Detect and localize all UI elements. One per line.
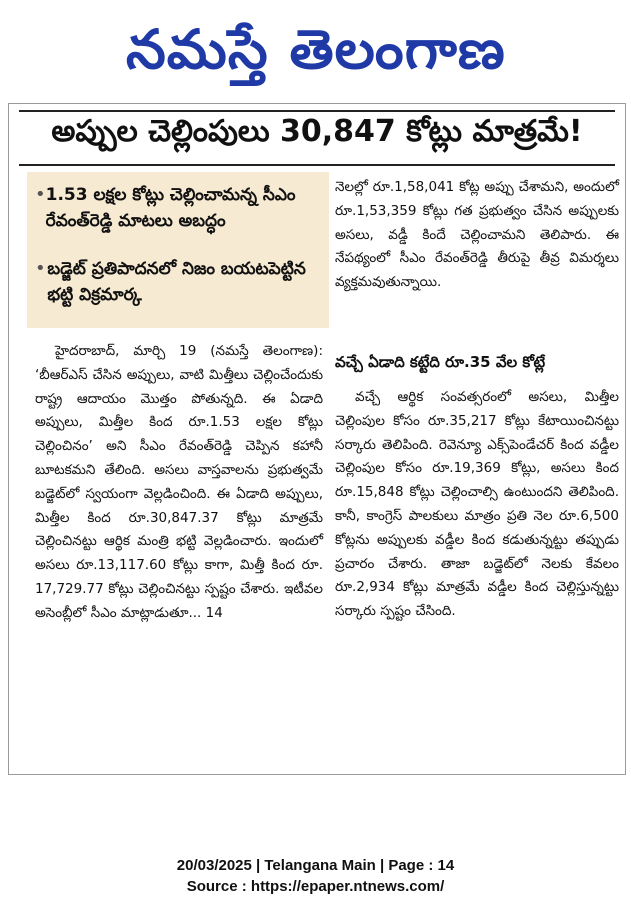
right-column-top-text: నెలల్లో రూ.1,58,041 కోట్ల అప్పు చేశామని, అందులో రూ.1,53,359 కోట్లు గత ప్రభుత్వం చేసిన అప్పులకు అసలు, వడ్డీ కిందే చెల్లించామని తెలిపారు. ఈ నేపథ్యంలో సీఎం రేవంత్‌రెడ్డి తీరుపై తీవ్ర విమర్శలు వ్యక్తమవుతున్నాయి. [335,179,619,291]
article-headline: అప్పుల చెల్లింపులు 30,847 కోట్లు మాత్రమే! [51,114,583,149]
footer-source: Source : https://epaper.ntnews.com/ [186,878,445,895]
footer-date-page: 20/03/2025 | Telangana Main | Page : 14 [176,857,455,874]
left-column-text: హైదరాబాద్, మార్చి 19 (నమస్తే తెలంగాణ): ‘బీఆర్ఎస్ చేసిన అప్పులు, వాటి మిత్తీలు చెల్లించేందుకు రాష్ట్ర ఆదాయం మొత్తం పోతున్నది. ఈ ఏడాది అప్పులు, మిత్తీల కింద రూ.1.53 లక్షల కోట్లు చెల్లించినం’ అని సీఎం రేవంత్‌రెడ్డి చెప్పిన కహానీ బూటకమని తేలింది. అసలు వాస్తవాలను ప్రభుత్వమే బడ్జెట్‌లో స్వయంగా వెల్లడించింది. ఈ ఏడాది అప్పులు, మిత్తీల కింద రూ.30,847.37 కోట్లు మాత్రమే చెల్లించినట్టు ఆర్థిక మంత్రి భట్టి వెల్లడించారు. ఇందులో అసలు రూ.13,117.60 కోట్లు కాగా, మిత్తీ కింద రూ. 17,729.77 కోట్లు చెల్లించినట్టు స్పష్టం చేశారు. ఇటీవల అసెంబ్లీలో సీఎం మాట్లాడుతూ... 14 [35,343,323,621]
highlight-bullet-1 [35,182,325,234]
right-column-bottom [335,386,619,624]
bullet-icon: • [35,184,46,205]
bullet-icon: • [35,258,46,279]
bullet-text: బడ్జెట్ ప్రతిపాదనలో నిజం బయటపెట్టిన భట్టి విక్రమార్క [47,259,306,305]
right-column-top [335,176,619,295]
headline-top-rule [19,110,615,112]
right-column-paragraph [335,386,619,624]
right-column-bottom-text: వచ్చే ఆర్థిక సంవత్సరంలో అసలు, మిత్తీల చెల్లింపుల కోసం రూ.35,217 కోట్లు కేటాయించినట్టు సర్కారు తెలిపింది. రెవెన్యూ ఎక్స్‌పెండేచర్ కింద వడ్డీల చెల్లింపుల కోసం రూ.19,369 కోట్లు, అసలు కింద రూ.15,848 కోట్లు చెల్లించాల్సి ఉంటుందని తెలిపింది. కానీ, కాంగ్రెస్ పాలకులు మాత్రం ప్రతి నెల రూ.6,500 కోట్లను అప్పులకు వడ్డీల కింద కడుతున్నట్టు తప్పుడు ప్రచారం చేశారు. తాజా బడ్జెట్‌లో నెలకు కేవలం రూ.2,934 కోట్లు మాత్రమే వడ్డీల కింద చెల్లిస్తున్నట్టు సర్కారు స్పష్టం చేసింది. [335,389,619,620]
highlight-bullet-2 [35,256,325,308]
bullet-text: 1.53 లక్షల కోట్లు చెల్లించామన్న సీఎం రేవంత్‌రెడ్డి మాటలు అబద్ధం [45,185,296,231]
newspaper-masthead [0,6,631,92]
headline-bottom-rule [19,164,615,166]
left-column [35,340,323,626]
article-subheading: వచ్చే ఏడాది కట్టేది రూ.35 వేల కోట్లే [335,353,546,371]
article-clipping [8,103,626,775]
left-column-paragraph [35,340,323,626]
masthead-title: నమస్తే తెలంగాణ [125,17,506,81]
highlight-box [27,172,329,328]
